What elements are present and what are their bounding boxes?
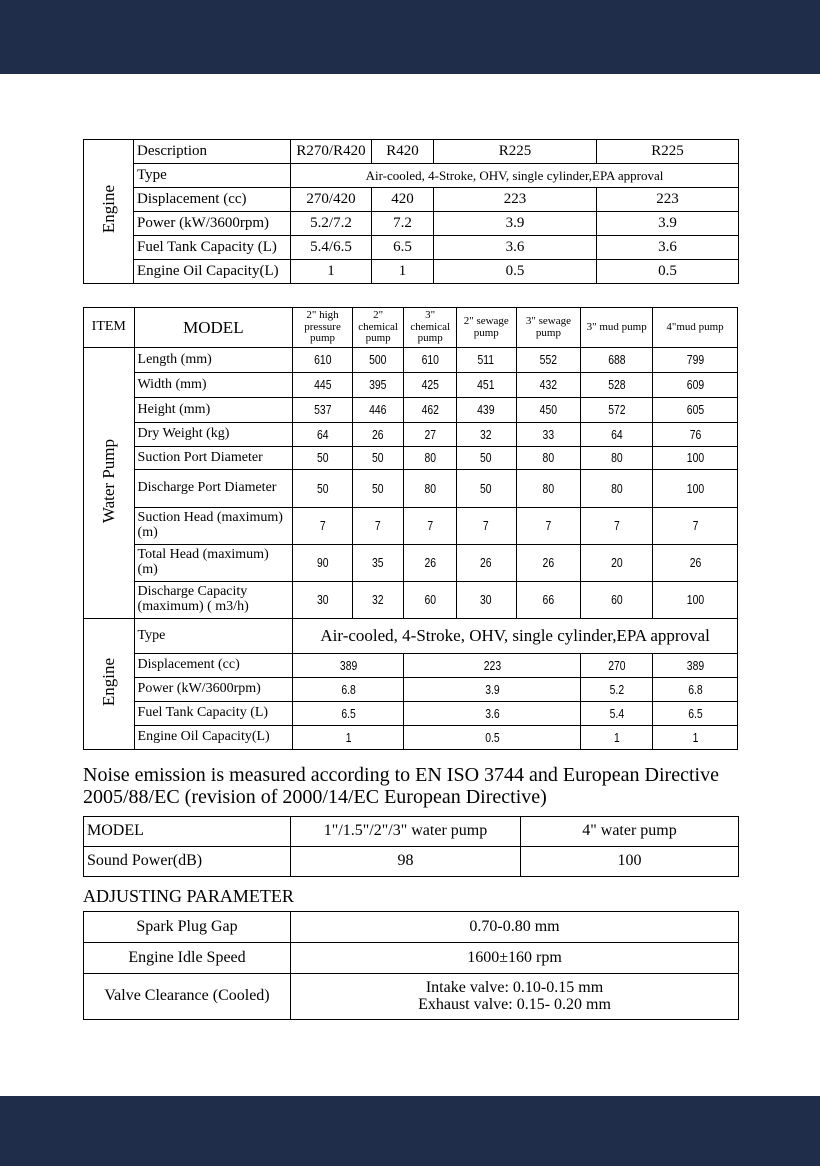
cell: 80 <box>523 447 575 470</box>
cell: 100 <box>661 582 729 619</box>
cell: 688 <box>588 348 645 373</box>
cell: 3.6 <box>597 236 739 260</box>
pump-model-header: 2" sewage pump <box>456 308 516 348</box>
cell: 100 <box>661 470 729 508</box>
cell: 450 <box>523 398 575 423</box>
engine-side-cell <box>84 140 134 284</box>
pump-model-header: 2" high pressure pump <box>293 308 353 348</box>
row-label: Length (mm) <box>134 348 293 373</box>
valve-clearance-cell <box>291 974 739 1020</box>
row-label: Engine Oil Capacity(L) <box>134 726 293 750</box>
water-pump-side-label: Water Pump <box>98 438 118 523</box>
cell: 3.9 <box>434 212 597 236</box>
cell: 50 <box>357 470 398 508</box>
cell: 511 <box>462 348 510 373</box>
cell: 90 <box>299 545 347 582</box>
cell: 432 <box>523 373 575 398</box>
row-label: Dry Weight (kg) <box>134 423 293 447</box>
cell: 30 <box>462 582 510 619</box>
cell: 32 <box>357 582 398 619</box>
cell: 605 <box>661 398 729 423</box>
cell: 80 <box>588 447 645 470</box>
row-label: Valve Clearance (Cooled) <box>84 974 291 1020</box>
row-label: Suction Head (maximum) (m) <box>134 508 293 545</box>
cell: 0.5 <box>434 260 597 284</box>
cell: 799 <box>661 348 729 373</box>
cell: 5.4/6.5 <box>291 236 372 260</box>
engine-spec-table <box>83 139 739 284</box>
cell: 32 <box>462 423 510 447</box>
header-band <box>0 0 820 74</box>
cell: 0.5 <box>597 260 739 284</box>
cell: 0.5 <box>422 726 564 750</box>
cell: 552 <box>523 348 575 373</box>
cell: 5.2 <box>588 678 645 702</box>
pump-model-header: 3" chemical pump <box>404 308 457 348</box>
cell: 80 <box>409 447 451 470</box>
cell: 6.5 <box>372 236 434 260</box>
cell: 35 <box>357 545 398 582</box>
pump-model-header: 4"mud pump <box>653 308 738 348</box>
cell: 1 <box>304 726 393 750</box>
cell: 1 <box>372 260 434 284</box>
cell: 20 <box>588 545 645 582</box>
cell: 610 <box>299 348 347 373</box>
cell: 100 <box>661 447 729 470</box>
cell: 223 <box>434 188 597 212</box>
model-header: R225 <box>434 140 597 164</box>
row-label: Engine Idle Speed <box>84 943 291 974</box>
cell: 445 <box>299 373 347 398</box>
row-label: Fuel Tank Capacity (L) <box>134 702 293 726</box>
water-pump-side-cell <box>84 348 135 619</box>
cell: 30 <box>299 582 347 619</box>
row-label: Displacement (cc) <box>134 654 293 678</box>
cell: 7 <box>357 508 398 545</box>
row-label: Suction Port Diameter <box>134 447 293 470</box>
cell: 1 <box>291 260 372 284</box>
cell: 1600±160 rpm <box>291 943 739 974</box>
cell: 395 <box>357 373 398 398</box>
cell: 451 <box>462 373 510 398</box>
cell: 528 <box>588 373 645 398</box>
footer-band <box>0 1096 820 1166</box>
cell: 270/420 <box>291 188 372 212</box>
row-label: Height (mm) <box>134 398 293 423</box>
cell: 6.8 <box>661 678 729 702</box>
cell: 6.5 <box>661 702 729 726</box>
cell: 425 <box>409 373 451 398</box>
model-header: 1"/1.5"/2"/3" water pump <box>291 817 521 847</box>
cell: 80 <box>523 470 575 508</box>
row-label: Total Head (maximum) (m) <box>134 545 293 582</box>
pump-model-header: 3" sewage pump <box>516 308 581 348</box>
adjusting-parameter-table <box>83 911 739 1020</box>
cell: 223 <box>597 188 739 212</box>
row-label: Width (mm) <box>134 373 293 398</box>
cell: 537 <box>299 398 347 423</box>
cell: 7 <box>661 508 729 545</box>
exhaust-valve-value: Exhaust valve: 0.15- 0.20 mm <box>418 995 611 1013</box>
cell: 610 <box>409 348 451 373</box>
cell: 76 <box>661 423 729 447</box>
cell: 7.2 <box>372 212 434 236</box>
cell: 270 <box>588 654 645 678</box>
cell: 439 <box>462 398 510 423</box>
cell: 462 <box>409 398 451 423</box>
cell: 7 <box>409 508 451 545</box>
row-label: Discharge Capacity (maximum) ( m3/h) <box>134 582 293 619</box>
cell: 3.6 <box>422 702 564 726</box>
cell: 80 <box>588 470 645 508</box>
cell: 64 <box>588 423 645 447</box>
cell: 389 <box>661 654 729 678</box>
intake-valve-value: Intake valve: 0.10-0.15 mm <box>425 978 604 996</box>
model-header: MODEL <box>134 308 293 348</box>
cell: 50 <box>299 447 347 470</box>
cell: 3.6 <box>434 236 597 260</box>
engine-side-cell <box>84 619 135 750</box>
model-header: R225 <box>597 140 739 164</box>
cell: 500 <box>357 348 398 373</box>
cell: 5.2/7.2 <box>291 212 372 236</box>
cell: 50 <box>299 470 347 508</box>
cell: 572 <box>588 398 645 423</box>
cell: 1 <box>588 726 645 750</box>
cell: 6.8 <box>304 678 393 702</box>
cell: 27 <box>409 423 451 447</box>
sound-power-table <box>83 816 739 877</box>
row-label: Engine Oil Capacity(L) <box>134 260 291 284</box>
adjusting-parameter-title: ADJUSTING PARAMETER <box>83 886 294 906</box>
cell: 223 <box>422 654 564 678</box>
model-header: R270/R420 <box>291 140 372 164</box>
cell: 7 <box>523 508 575 545</box>
cell: 7 <box>588 508 645 545</box>
row-label: Discharge Port Diameter <box>134 470 293 508</box>
cell: 66 <box>523 582 575 619</box>
description-header: Description <box>134 140 291 164</box>
cell: 6.5 <box>304 702 393 726</box>
water-pump-spec-table <box>83 307 738 750</box>
cell: 446 <box>357 398 398 423</box>
row-label: Type <box>134 619 293 654</box>
row-label: Power (kW/3600rpm) <box>134 678 293 702</box>
type-value: Air-cooled, 4-Stroke, OHV, single cylinder,EPA approval <box>293 619 738 654</box>
model-header: R420 <box>372 140 434 164</box>
cell: 98 <box>291 847 521 877</box>
engine-side-label: Engine <box>98 185 118 234</box>
row-label: Displacement (cc) <box>134 188 291 212</box>
type-label: Type <box>134 164 291 188</box>
cell: 3.9 <box>597 212 739 236</box>
cell: 7 <box>462 508 510 545</box>
cell: 0.70-0.80 mm <box>291 912 739 943</box>
cell: 26 <box>523 545 575 582</box>
cell: 5.4 <box>588 702 645 726</box>
model-header: 4" water pump <box>521 817 739 847</box>
cell: 609 <box>661 373 729 398</box>
pump-model-header: 2" chemical pump <box>352 308 404 348</box>
row-label: Sound Power(dB) <box>84 847 291 877</box>
model-header: MODEL <box>84 817 291 847</box>
cell: 100 <box>521 847 739 877</box>
cell: 50 <box>462 447 510 470</box>
cell: 420 <box>372 188 434 212</box>
cell: 64 <box>299 423 347 447</box>
cell: 3.9 <box>422 678 564 702</box>
row-label: Spark Plug Gap <box>84 912 291 943</box>
cell: 50 <box>357 447 398 470</box>
cell: 33 <box>523 423 575 447</box>
engine-side-label: Engine <box>98 657 118 706</box>
row-label: Fuel Tank Capacity (L) <box>134 236 291 260</box>
cell: 60 <box>588 582 645 619</box>
cell: 26 <box>409 545 451 582</box>
cell: 389 <box>304 654 393 678</box>
cell: 50 <box>462 470 510 508</box>
pump-model-header: 3" mud pump <box>581 308 653 348</box>
cell: 26 <box>462 545 510 582</box>
cell: 26 <box>357 423 398 447</box>
cell: 60 <box>409 582 451 619</box>
row-label: Power (kW/3600rpm) <box>134 212 291 236</box>
noise-emission-note: Noise emission is measured according to EN ISO 3744 and European Directive 2005/88/EC (revision of 2000/14/EC European Directive) <box>83 764 719 808</box>
cell: 26 <box>661 545 729 582</box>
cell: 1 <box>661 726 729 750</box>
item-header: ITEM <box>84 308 135 348</box>
cell: 7 <box>299 508 347 545</box>
cell: 80 <box>409 470 451 508</box>
type-value: Air-cooled, 4-Stroke, OHV, single cylinder,EPA approval <box>291 164 739 188</box>
